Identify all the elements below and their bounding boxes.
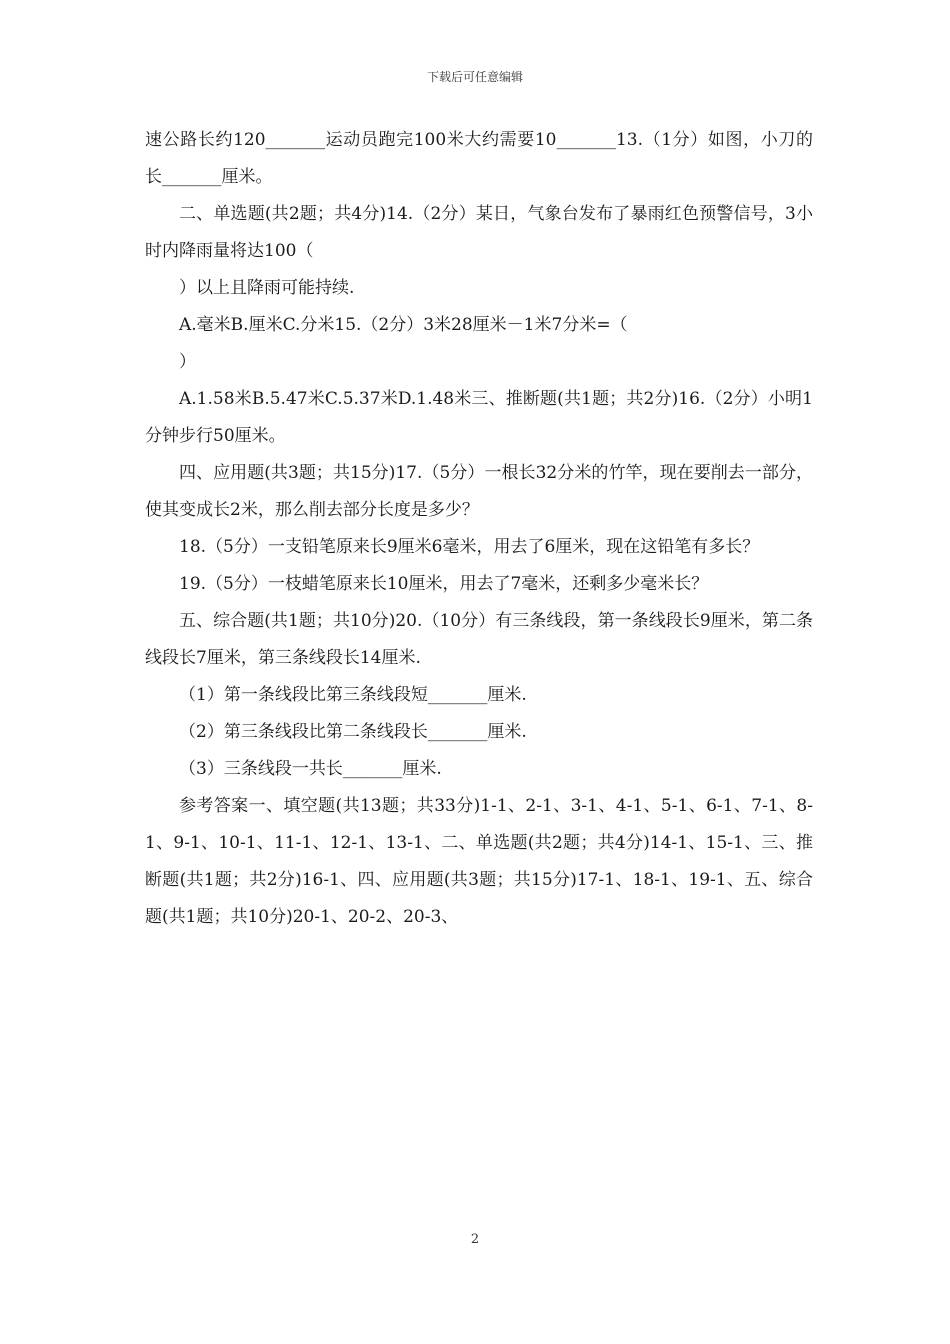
paragraph-q20-part3: （3）三条线段一共长_______厘米. bbox=[179, 759, 442, 779]
page-header: 下载后可任意编辑 bbox=[426, 70, 523, 84]
paragraph-single-choice-q14: 二、单选题(共2题；共4分)14.（2分）某日，气象台发布了暴雨红色预警信号，3小时内降雨量将达100（ bbox=[145, 204, 813, 261]
paragraph-answer-key: 参考答案一、填空题(共13题；共33分)1-1、2-1、3-1、4-1、5-1、6-1、7-1、8-1、9-1、10-1、11-1、12-1、13-1、二、单选题(共2题；共4分)14-1、15-1、三、推断题(共1题；共2分)16-1、四、应用题(共3题；共15分)17-1、18-1、19-1、五、综合题(共1题；共10分)20-1、20-2、20-3、 bbox=[145, 796, 813, 927]
paragraph-q20-part2: （2）第三条线段比第二条线段长_______厘米. bbox=[179, 722, 527, 742]
paragraph-q14-continued: ）以上且降雨可能持续. bbox=[179, 278, 355, 298]
document-body bbox=[145, 122, 813, 936]
paragraph-q18: 18.（5分）一支铅笔原来长9厘米6毫米，用去了6厘米，现在这铅笔有多长？ bbox=[179, 537, 760, 557]
paragraph-q14-options-q15: A.毫米B.厘米C.分米15.（2分）3米28厘米－1米7分米=（ bbox=[179, 315, 628, 335]
paragraph-application-q17: 四、应用题(共3题；共15分)17.（5分）一根长32分米的竹竿，现在要削去一部分，使其变成长2米，那么削去部分长度是多少？ bbox=[145, 463, 813, 520]
paragraph-q15-options-q16: A.1.58米B.5.47米C.5.37米D.1.48米三、推断题(共1题；共2分)16.（2分）小明1分钟步行50厘米。 bbox=[145, 389, 813, 446]
paragraph-comprehensive-q20: 五、综合题(共1题；共10分)20.（10分）有三条线段，第一条线段长9厘米，第二条线段长7厘米，第三条线段长14厘米. bbox=[145, 611, 813, 668]
page-number: 2 bbox=[470, 1232, 480, 1247]
paragraph-q15-continued: ） bbox=[179, 352, 196, 372]
paragraph-fill-in-continued: 速公路长约120_______运动员跑完100米大约需要10_______13.（1分）如图，小刀的长_______厘米。 bbox=[145, 130, 813, 187]
paragraph-q20-part1: （1）第一条线段比第三条线段短_______厘米. bbox=[179, 685, 527, 705]
paragraph-q19: 19.（5分）一枝蜡笔原来长10厘米，用去了7毫米，还剩多少毫米长？ bbox=[179, 574, 709, 594]
